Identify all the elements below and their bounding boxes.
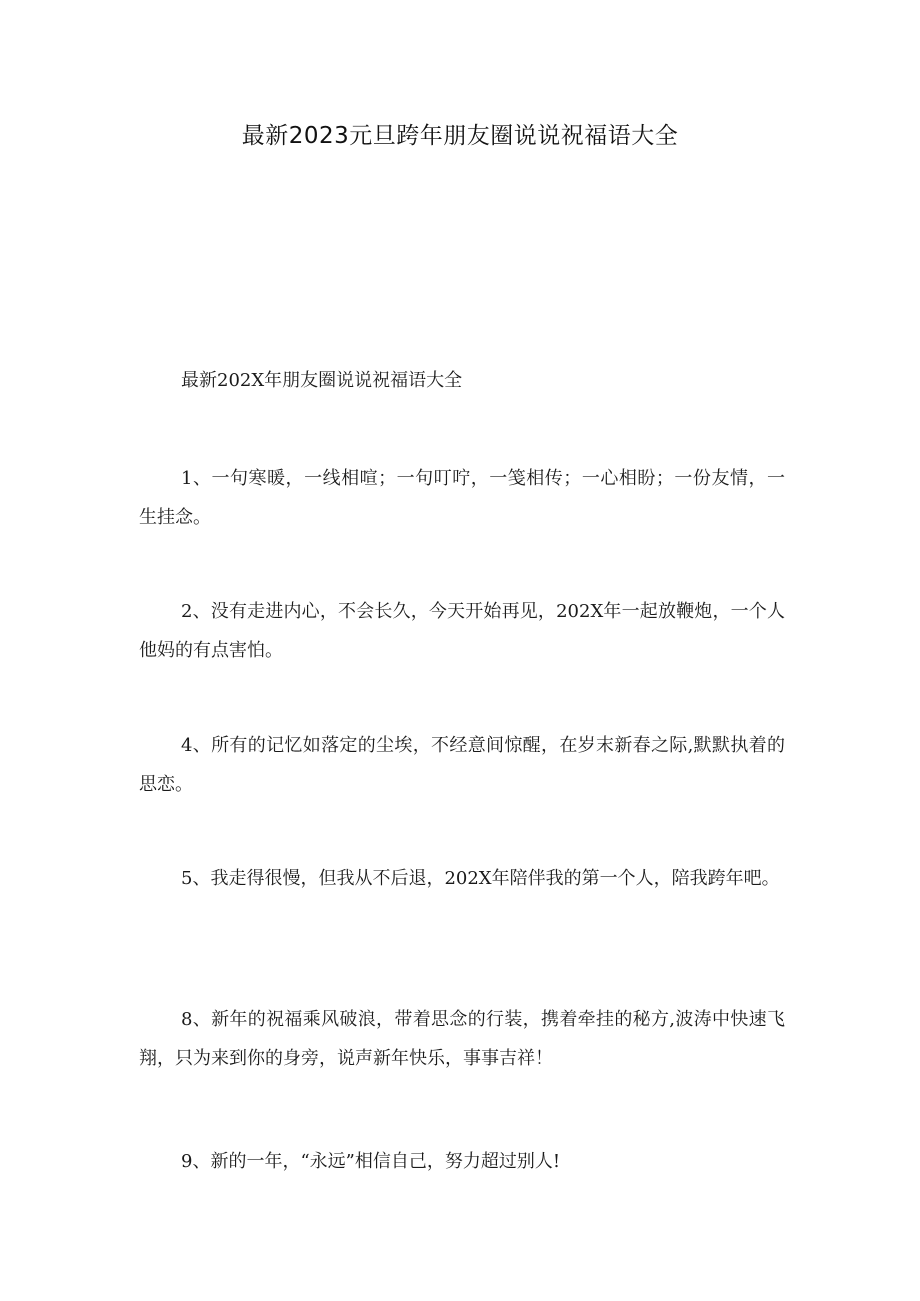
paragraph-item: 1、一句寒暖，一线相喧；一句叮咛，一笺相传；一心相盼；一份友情，一生挂念。 <box>139 468 785 528</box>
paragraph-item: 8、新年的祝福乘风破浪，带着思念的行装，携着牵挂的秘方,波涛中快速飞翔，只为来到你的身旁，说声新年快乐，事事吉祥！ <box>139 1009 785 1069</box>
paragraph-item: 5、我走得很慢，但我从不后退，202X年陪伴我的第一个人，陪我跨年吧。 <box>181 868 780 889</box>
paragraph-item: 4、所有的记忆如落定的尘埃，不经意间惊醒，在岁末新春之际,默默执着的思恋。 <box>139 735 785 795</box>
paragraph-item: 2、没有走进内心，不会长久，今天开始再见，202X年一起放鞭炮，一个人他妈的有点害怕。 <box>139 601 785 661</box>
document-subtitle: 最新202X年朋友圈说说祝福语大全 <box>181 370 463 391</box>
paragraph-item: 9、新的一年，“永远”相信自己，努力超过别人! <box>181 1151 561 1172</box>
document-title: 最新2023元旦跨年朋友圈说说祝福语大全 <box>241 123 679 149</box>
